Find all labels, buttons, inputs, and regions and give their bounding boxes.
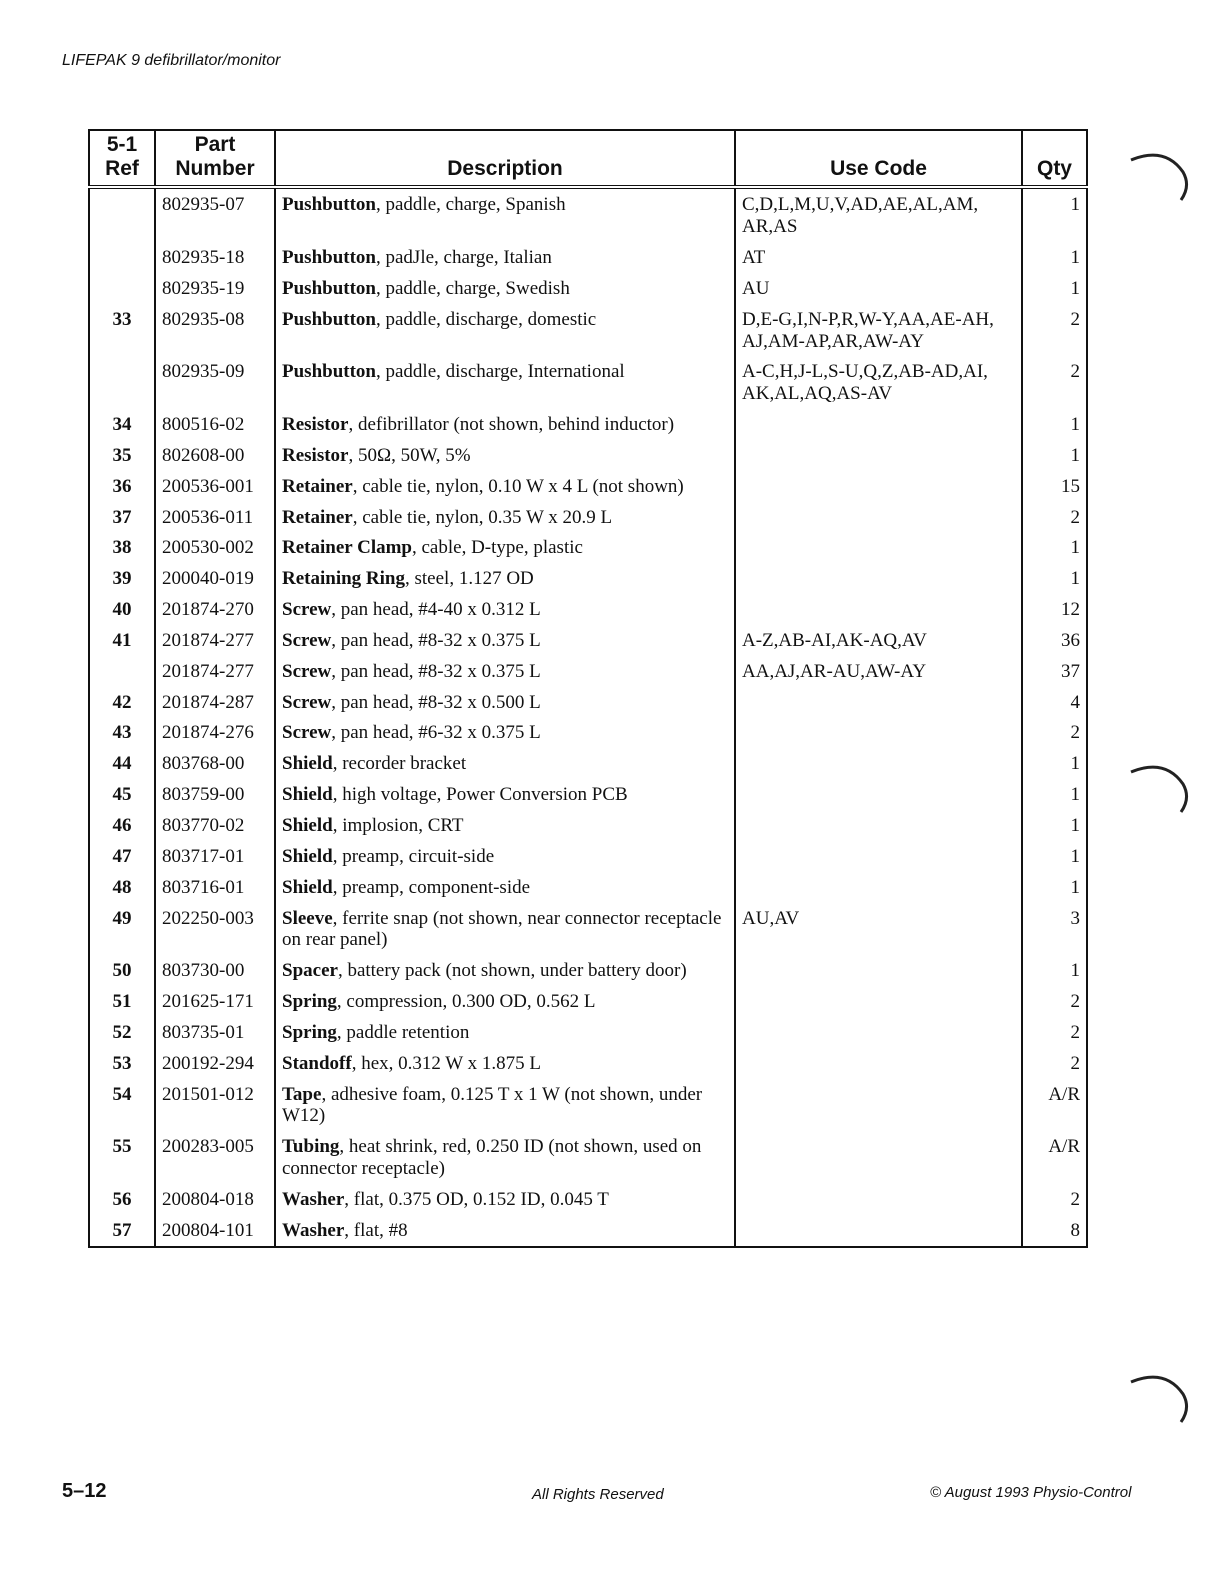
description-cell — [275, 502, 735, 533]
description-cell — [275, 903, 735, 956]
description-cell — [275, 779, 735, 810]
column-header-description-label: Description — [447, 157, 563, 181]
use-code-cell — [735, 471, 1022, 502]
use-code-cell — [735, 955, 1022, 986]
table-header-row — [89, 130, 1087, 187]
description-cell — [275, 1079, 735, 1132]
part-number-cell: 201874-270 — [155, 594, 275, 625]
item-name: Resistor — [282, 414, 349, 436]
part-number-cell: 802935-09 — [155, 356, 275, 409]
use-code-cell — [735, 717, 1022, 748]
item-name: Washer — [282, 1188, 345, 1210]
description-cell — [275, 1048, 735, 1079]
description-cell — [275, 356, 735, 409]
part-number-cell: 803770-02 — [155, 810, 275, 841]
ref-cell: 45 — [112, 784, 132, 806]
table-row — [89, 1048, 1087, 1079]
qty-cell: 2 — [1022, 502, 1087, 533]
qty-cell: 2 — [1022, 717, 1087, 748]
item-name: Spacer — [282, 960, 338, 982]
description-cell — [275, 986, 735, 1017]
table-row — [89, 502, 1087, 533]
ref-cell: 33 — [112, 308, 132, 330]
table-row — [89, 594, 1087, 625]
part-number-cell: 803730-00 — [155, 955, 275, 986]
column-header-use-code — [735, 130, 1022, 187]
ref-cell: 43 — [112, 722, 132, 744]
item-name: Sleeve — [282, 907, 333, 929]
binder-ring-mark — [1125, 1372, 1205, 1428]
item-details: , cable tie, nylon, 0.35 W x 20.9 L — [352, 506, 613, 528]
description-cell — [275, 1184, 735, 1215]
column-header-description — [275, 130, 735, 187]
use-code-cell: AA,AJ,AR-AU,AW-AY — [735, 656, 1022, 687]
qty-cell: 8 — [1022, 1215, 1087, 1247]
item-details: , implosion, CRT — [332, 815, 464, 836]
item-details: , flat, #8 — [344, 1219, 408, 1241]
item-details: , high voltage, Power Conversion PCB — [332, 784, 628, 806]
qty-cell: 36 — [1022, 625, 1087, 656]
ref-cell — [89, 356, 155, 409]
item-details: , pan head, #6-32 x 0.375 L — [331, 722, 541, 744]
qty-cell: 1 — [1022, 779, 1087, 810]
description-cell — [275, 242, 735, 273]
item-details: , defibrillator (not shown, behind inductor) — [348, 414, 675, 436]
description-cell — [275, 1131, 735, 1184]
item-name: Screw — [282, 722, 332, 744]
column-header-use-code-label: Use Code — [830, 157, 927, 181]
qty-cell: 2 — [1022, 356, 1087, 409]
use-code-cell — [735, 440, 1022, 471]
table-row — [89, 242, 1087, 273]
item-name: Retainer — [282, 506, 353, 528]
description-cell — [275, 841, 735, 872]
item-details: , preamp, circuit-side — [332, 845, 495, 867]
column-header-part-line2: Number — [175, 157, 255, 181]
description-cell — [275, 955, 735, 986]
ref-cell: 37 — [112, 506, 132, 528]
item-name: Pushbutton — [282, 277, 376, 299]
use-code-cell — [735, 409, 1022, 440]
column-header-qty — [1022, 130, 1087, 187]
item-name: Retainer Clamp — [282, 537, 412, 559]
qty-cell: 1 — [1022, 187, 1087, 242]
item-details: , cable, D-type, plastic — [412, 537, 583, 559]
qty-cell: 12 — [1022, 594, 1087, 625]
item-name: Shield — [282, 815, 333, 836]
part-number-cell: 201874-287 — [155, 687, 275, 718]
ref-cell — [89, 656, 155, 687]
column-header-ref-line2: Ref — [105, 157, 139, 181]
running-title: LIFEPAK 9 defibrillator/monitor — [62, 52, 281, 69]
qty-cell: A/R — [1022, 1079, 1087, 1132]
qty-cell: 15 — [1022, 471, 1087, 502]
use-code-cell: A-Z,AB-AI,AK-AQ,AV — [735, 625, 1022, 656]
item-details: , battery pack (not shown, under battery door) — [337, 960, 687, 982]
use-code-cell — [735, 1215, 1022, 1247]
description-cell — [275, 748, 735, 779]
part-number-cell: 802935-08 — [155, 304, 275, 357]
use-code-cell: C,D,L,M,U,V,AD,AE,AL,AM, AR,AS — [735, 187, 1022, 242]
part-number-cell: 803716-01 — [155, 872, 275, 903]
use-code-cell — [735, 594, 1022, 625]
qty-cell: 1 — [1022, 532, 1087, 563]
qty-cell: 1 — [1022, 563, 1087, 594]
parts-list-table — [88, 129, 1088, 1248]
item-details: , paddle, charge, Swedish — [376, 277, 570, 299]
table-row — [89, 273, 1087, 304]
ref-cell: 38 — [112, 537, 132, 559]
column-header-ref — [89, 130, 155, 187]
ref-cell: 50 — [112, 960, 132, 982]
ref-cell — [89, 242, 155, 273]
table-row — [89, 304, 1087, 357]
part-number-cell: 201874-277 — [155, 656, 275, 687]
item-details: , paddle, discharge, International — [376, 361, 625, 383]
table-row — [89, 471, 1087, 502]
item-details: , recorder bracket — [332, 753, 467, 775]
qty-cell: 1 — [1022, 440, 1087, 471]
item-details: , heat shrink, red, 0.250 ID (not shown, used on connector receptacle) — [282, 1136, 702, 1180]
qty-cell: 2 — [1022, 304, 1087, 357]
ref-cell — [89, 273, 155, 304]
description-cell — [275, 471, 735, 502]
table-row — [89, 955, 1087, 986]
item-details: , 50Ω, 50W, 5% — [348, 444, 471, 466]
description-cell — [275, 409, 735, 440]
part-number-cell: 200192-294 — [155, 1048, 275, 1079]
qty-cell: 1 — [1022, 273, 1087, 304]
ref-cell: 39 — [112, 568, 132, 590]
description-cell — [275, 304, 735, 357]
use-code-cell — [735, 872, 1022, 903]
use-code-cell: AU — [735, 273, 1022, 304]
description-cell — [275, 872, 735, 903]
part-number-cell: 200804-101 — [155, 1215, 275, 1247]
table-row — [89, 986, 1087, 1017]
ref-cell: 41 — [112, 629, 132, 651]
item-name: Washer — [282, 1219, 345, 1241]
qty-cell: 2 — [1022, 986, 1087, 1017]
use-code-cell — [735, 748, 1022, 779]
ref-cell: 53 — [112, 1052, 132, 1074]
part-number-cell: 802935-18 — [155, 242, 275, 273]
item-name: Screw — [282, 660, 332, 682]
part-number-cell: 200040-019 — [155, 563, 275, 594]
ref-cell: 48 — [112, 876, 132, 898]
table-row — [89, 1017, 1087, 1048]
item-name: Retaining Ring — [282, 568, 405, 590]
binder-ring-mark — [1125, 150, 1205, 206]
table-row — [89, 1184, 1087, 1215]
item-name: Shield — [282, 753, 333, 775]
description-cell — [275, 687, 735, 718]
use-code-cell: D,E-G,I,N-P,R,W-Y,AA,AE-AH, AJ,AM-AP,AR,AW-AY — [735, 304, 1022, 357]
table-row — [89, 440, 1087, 471]
item-details: , paddle, discharge, domestic — [376, 308, 597, 330]
copyright-notice: © August 1993 Physio-Control — [930, 1484, 1132, 1501]
qty-cell: 2 — [1022, 1184, 1087, 1215]
item-details: , adhesive foam, 0.125 T x 1 W (not shown, under W12) — [282, 1083, 703, 1127]
parts-table-body — [89, 187, 1087, 1246]
use-code-cell — [735, 1048, 1022, 1079]
qty-cell: 3 — [1022, 903, 1087, 956]
use-code-cell — [735, 532, 1022, 563]
use-code-cell — [735, 779, 1022, 810]
qty-cell: 37 — [1022, 656, 1087, 687]
ref-cell: 40 — [112, 599, 132, 621]
qty-cell: 1 — [1022, 841, 1087, 872]
item-name: Screw — [282, 599, 332, 621]
item-details: , pan head, #8-32 x 0.375 L — [331, 660, 541, 682]
item-name: Screw — [282, 629, 332, 651]
part-number-cell: 200804-018 — [155, 1184, 275, 1215]
qty-cell: 1 — [1022, 748, 1087, 779]
description-cell — [275, 594, 735, 625]
ref-cell: 35 — [112, 444, 132, 466]
ref-cell: 52 — [112, 1021, 132, 1043]
ref-cell — [89, 187, 155, 242]
qty-cell: 1 — [1022, 242, 1087, 273]
use-code-cell — [735, 502, 1022, 533]
ref-cell: 54 — [112, 1083, 132, 1105]
part-number-cell: 803717-01 — [155, 841, 275, 872]
ref-cell: 55 — [112, 1136, 132, 1158]
ref-cell: 56 — [112, 1188, 132, 1210]
description-cell — [275, 656, 735, 687]
table-row — [89, 748, 1087, 779]
item-details: , hex, 0.312 W x 1.875 L — [351, 1052, 541, 1074]
table-row — [89, 903, 1087, 956]
description-cell — [275, 625, 735, 656]
use-code-cell — [735, 1017, 1022, 1048]
ref-cell: 47 — [112, 845, 132, 867]
item-name: Spring — [282, 1021, 337, 1043]
part-number-cell: 802935-07 — [155, 187, 275, 242]
table-row — [89, 656, 1087, 687]
description-cell — [275, 440, 735, 471]
rights-notice: All Rights Reserved — [532, 1486, 664, 1503]
qty-cell: 2 — [1022, 1048, 1087, 1079]
ref-cell: 42 — [112, 691, 132, 713]
description-cell — [275, 187, 735, 242]
use-code-cell — [735, 1131, 1022, 1184]
table-row — [89, 1215, 1087, 1247]
use-code-cell — [735, 1079, 1022, 1132]
use-code-cell: AT — [735, 242, 1022, 273]
table-row — [89, 409, 1087, 440]
use-code-cell — [735, 1184, 1022, 1215]
part-number-cell: 201501-012 — [155, 1079, 275, 1132]
item-name: Shield — [282, 876, 333, 898]
table-row — [89, 1079, 1087, 1132]
column-header-ref-line1: 5-1 — [106, 133, 138, 156]
use-code-cell — [735, 810, 1022, 841]
item-name: Pushbutton — [282, 361, 376, 383]
use-code-cell — [735, 841, 1022, 872]
item-details: , steel, 1.127 OD — [405, 568, 534, 590]
item-details: , paddle retention — [336, 1021, 470, 1043]
item-details: , padJle, charge, Italian — [376, 246, 552, 268]
part-number-cell: 201625-171 — [155, 986, 275, 1017]
column-header-part-number — [155, 130, 275, 187]
qty-cell: 1 — [1022, 872, 1087, 903]
ref-cell: 51 — [112, 991, 132, 1013]
item-name: Retainer — [282, 475, 353, 497]
use-code-cell — [735, 563, 1022, 594]
use-code-cell — [735, 986, 1022, 1017]
description-cell — [275, 273, 735, 304]
part-number-cell: 200536-011 — [155, 502, 275, 533]
ref-cell: 57 — [112, 1219, 132, 1241]
part-number-cell: 803768-00 — [155, 748, 275, 779]
use-code-cell: AU,AV — [735, 903, 1022, 956]
item-name: Pushbutton — [282, 194, 376, 216]
qty-cell: A/R — [1022, 1131, 1087, 1184]
table-row — [89, 563, 1087, 594]
use-code-cell: A-C,H,J-L,S-U,Q,Z,AB-AD,AI, AK,AL,AQ,AS-AV — [735, 356, 1022, 409]
description-cell — [275, 563, 735, 594]
table-row — [89, 625, 1087, 656]
item-name: Shield — [282, 845, 333, 867]
table-row — [89, 717, 1087, 748]
item-name: Resistor — [282, 444, 349, 466]
item-details: , ferrite snap (not shown, near connector receptacle on rear panel) — [282, 907, 722, 951]
part-number-cell: 803735-01 — [155, 1017, 275, 1048]
item-name: Spring — [282, 991, 337, 1013]
part-number-cell: 201874-276 — [155, 717, 275, 748]
ref-cell: 44 — [112, 753, 132, 775]
qty-cell: 2 — [1022, 1017, 1087, 1048]
item-name: Pushbutton — [282, 246, 376, 268]
item-name: Tape — [282, 1083, 322, 1105]
qty-cell: 4 — [1022, 687, 1087, 718]
item-details: , cable tie, nylon, 0.10 W x 4 L (not shown) — [352, 475, 684, 497]
item-name: Screw — [282, 691, 332, 713]
item-details: , pan head, #4-40 x 0.312 L — [331, 599, 541, 621]
table-row — [89, 356, 1087, 409]
table-row — [89, 872, 1087, 903]
table-row — [89, 841, 1087, 872]
item-details: , flat, 0.375 OD, 0.152 ID, 0.045 T — [344, 1188, 609, 1210]
ref-cell: 49 — [112, 907, 132, 929]
table-row — [89, 1131, 1087, 1184]
item-details: , pan head, #8-32 x 0.500 L — [331, 691, 541, 713]
part-number-cell: 802608-00 — [155, 440, 275, 471]
part-number-cell: 200536-001 — [155, 471, 275, 502]
table-row — [89, 187, 1087, 242]
table-row — [89, 810, 1087, 841]
description-cell — [275, 717, 735, 748]
item-details: , preamp, component-side — [332, 876, 531, 898]
description-cell — [275, 1215, 735, 1247]
column-header-part-line1: Part — [194, 133, 236, 156]
part-number-cell: 200530-002 — [155, 532, 275, 563]
description-cell — [275, 1017, 735, 1048]
item-name: Shield — [282, 784, 333, 806]
item-details: , compression, 0.300 OD, 0.562 L — [336, 991, 596, 1013]
ref-cell: 46 — [112, 815, 132, 836]
ref-cell: 36 — [112, 475, 132, 497]
qty-cell: 1 — [1022, 409, 1087, 440]
item-details: , pan head, #8-32 x 0.375 L — [331, 629, 541, 651]
page-number: 5–12 — [62, 1480, 107, 1502]
item-name: Standoff — [282, 1052, 352, 1074]
qty-cell: 1 — [1022, 955, 1087, 986]
part-number-cell: 802935-19 — [155, 273, 275, 304]
ref-cell: 34 — [112, 414, 132, 436]
table-row — [89, 532, 1087, 563]
column-header-qty-label: Qty — [1036, 157, 1072, 181]
item-name: Pushbutton — [282, 308, 376, 330]
table-row — [89, 687, 1087, 718]
item-details: , paddle, charge, Spanish — [376, 194, 566, 216]
qty-cell: 1 — [1022, 810, 1087, 841]
item-name: Tubing — [282, 1136, 340, 1158]
part-number-cell: 803759-00 — [155, 779, 275, 810]
table-row — [89, 779, 1087, 810]
binder-ring-mark — [1125, 762, 1205, 818]
part-number-cell: 201874-277 — [155, 625, 275, 656]
description-cell — [275, 532, 735, 563]
use-code-cell — [735, 687, 1022, 718]
part-number-cell: 200283-005 — [155, 1131, 275, 1184]
description-cell — [275, 810, 735, 841]
part-number-cell: 202250-003 — [155, 903, 275, 956]
part-number-cell: 800516-02 — [155, 409, 275, 440]
